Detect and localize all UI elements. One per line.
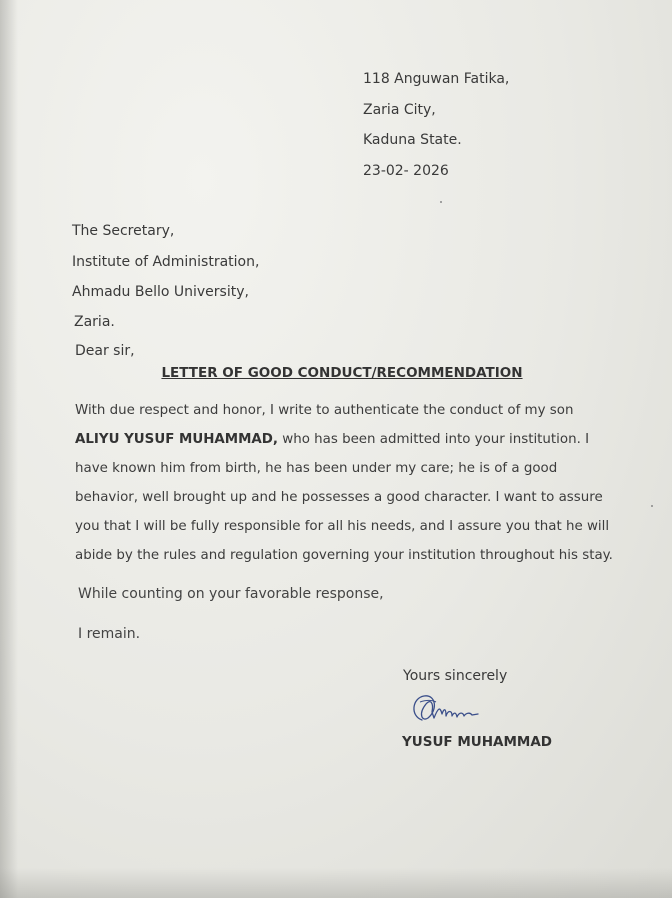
signatory-name: YUSUF MUHAMMAD (402, 734, 553, 750)
page-shadow-left (0, 0, 18, 898)
salutation: Dear sir, (75, 343, 135, 359)
son-name: ALIYU YUSUF MUHAMMAD, (75, 432, 278, 447)
valediction: Yours sincerely (403, 668, 508, 684)
recipient-line-4: Zaria. (74, 314, 115, 330)
paper-speck (440, 201, 442, 203)
letter-date: 23-02- 2026 (363, 163, 449, 179)
body-text-before: With due respect and honor, I write to authenticate the conduct of my son (75, 403, 574, 418)
closing-line: While counting on your favorable response, (78, 586, 384, 602)
paper-speck (651, 505, 653, 507)
recipient-line-2: Institute of Administration, (72, 254, 260, 270)
sender-address-line-2: Zaria City, (363, 102, 436, 118)
sender-address-line-3: Kaduna State. (363, 132, 462, 148)
letter-body (75, 396, 615, 570)
handwritten-signature (408, 690, 488, 730)
recipient-line-3: Ahmadu Bello University, (72, 284, 249, 300)
sender-address-line-1: 118 Anguwan Fatika, (363, 71, 510, 87)
page-shadow-bottom (0, 868, 672, 898)
letter-heading: LETTER OF GOOD CONDUCT/RECOMMENDATION (161, 365, 523, 381)
remain-line: I remain. (78, 626, 141, 642)
recipient-line-1: The Secretary, (72, 223, 175, 239)
body-text-after: who has been admitted into your institution. I have known him from birth, he has been under my care; he is of a good behavior, well brought up and he possesses a good character. I want to assure you that I will be fully responsible for all his needs, and I assure you that he will abide by the rules and regulation governing your institution throughout his stay. (75, 432, 613, 563)
